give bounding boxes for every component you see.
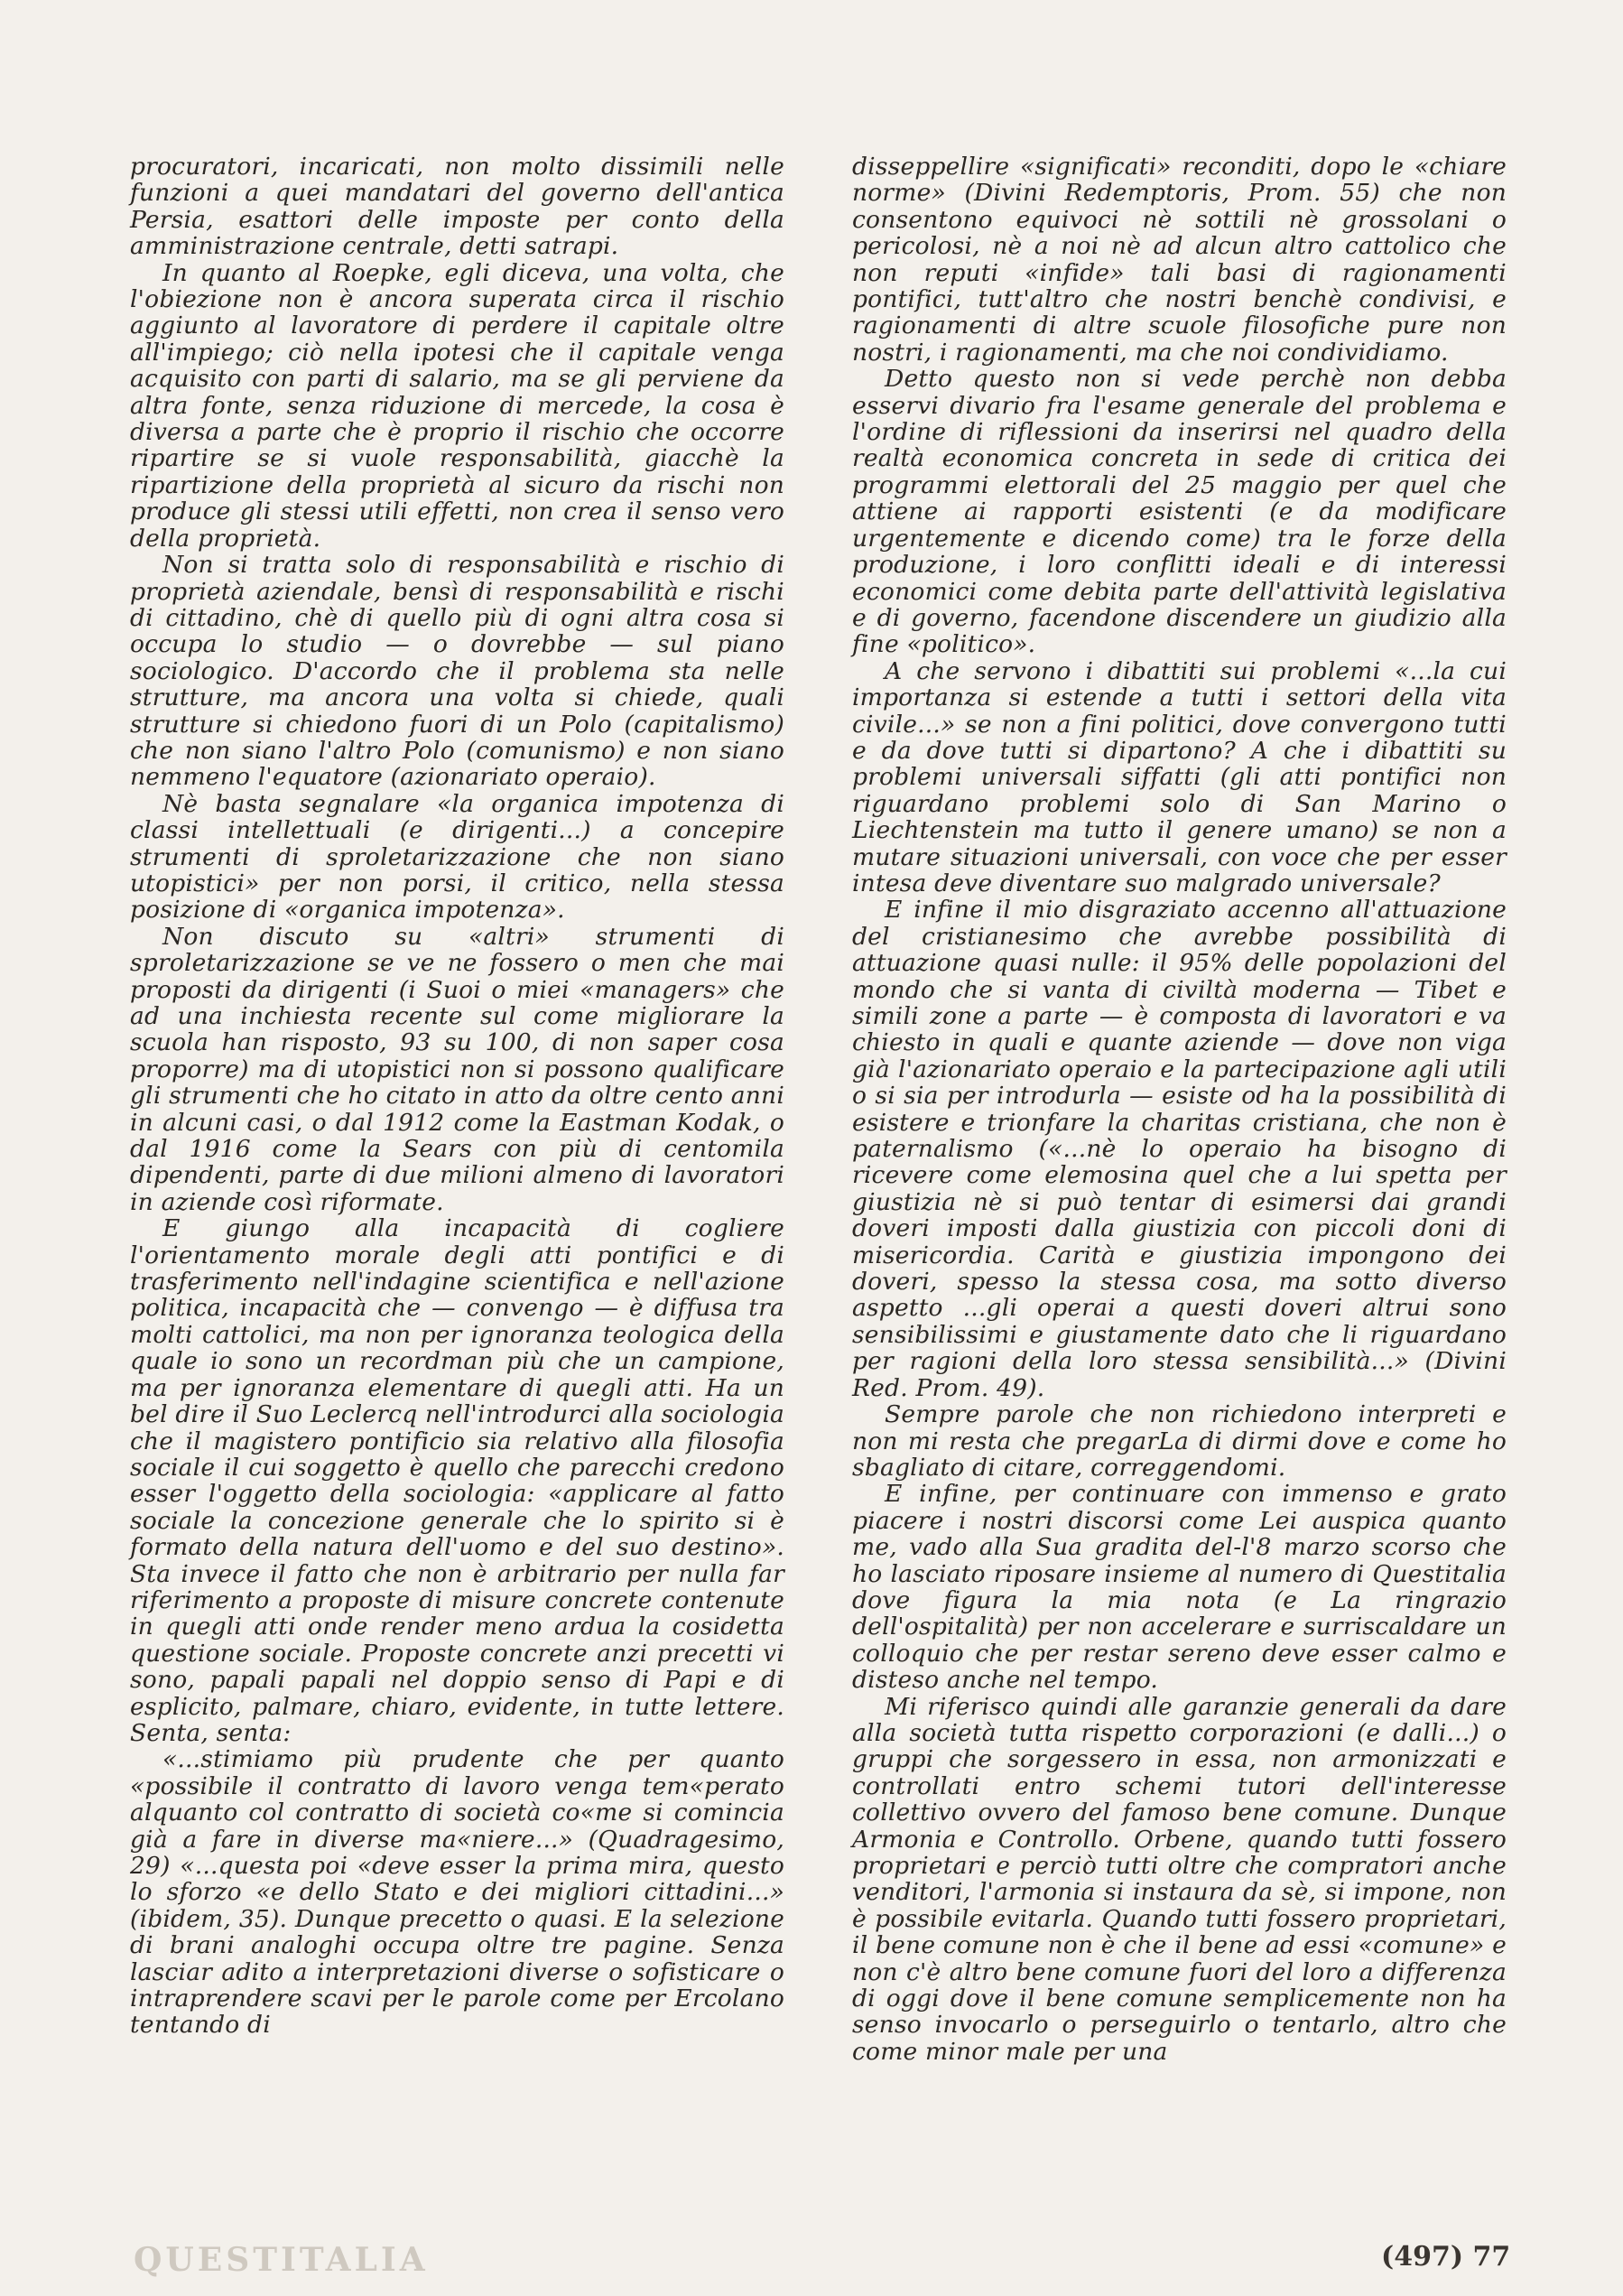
page-number: (497) 77: [1381, 2241, 1511, 2273]
paragraph: E infine il mio disgraziato accenno all'attuazione del cristianesimo che avrebbe possibilità di attuazione quasi nulle: il 95% delle popolazioni del mondo che si vanta di civiltà moderna — Tibet e simili zone a parte — è composta di lavoratori e va chiesto in quali e quante aziende — dove non viga già l'azionariato operaio e la partecipazione agli utili o si sia per introdurla — esiste od ha la possibilità di esistere e trionfare la charitas cristiana, che non è paternalismo («...nè lo operaio ha bisogno di ricevere come elemosina quel che a lui spetta per giustizia nè si può tentar di esimersi dai grandi doveri imposti dalla giustizia con piccoli doni di misericordia. Carità e giustizia impongono dei doveri, spesso la stessa cosa, ma sotto diverso aspetto ...gli operai a questi doveri altrui sono sensibilissimi e giustamente dato che li riguardano per ragioni della loro stessa sensibilità...» (Divini Red. Prom. 49).: [852, 896, 1507, 1402]
paragraph: Non discuto su «altri» strumenti di sproletarizzazione se ve ne fossero o men che mai proposti da dirigenti (i Suoi o miei «managers» che ad una inchiesta recente sul come migliorare la scuola han risposto, 93 su 100, di non saper cosa proporre) ma di utopistici non si possono qualificare gli strumenti che ho citato in atto da oltre cento anni in alcuni casi, o dal 1912 come la Eastman Kodak, o dal 1916 come la Sears con più di centomila dipendenti, parte di due milioni almeno di lavoratori in aziende così riformate.: [130, 922, 784, 1216]
paragraph: Mi riferisco quindi alle garanzie generali da dare alla società tutta rispetto corporazioni (e dalli...) o gruppi che sorgessero in essa, non armonizzati e controllati entro schemi tutori dell'interesse collettivo ovvero del famoso bene comune. Dunque Armonia e Controllo. Orbene, quando tutti fossero proprietari e perciò tutti oltre che compratori anche venditori, l'armonia si instaura da sè, si impone, non è possibile evitarla. Quando tutti fossero proprietari, il bene comune non è che il bene ad essi «comune» e non c'è altro bene comune fuori del loro a differenza di oggi dove il bene comune semplicemente non ha senso invocarlo o perseguirlo o tentarlo, altro che come minor male per una: [852, 1692, 1507, 2066]
paragraph: disseppellire «significati» reconditi, dopo le «chiare norme» (Divini Redemptoris, Prom. 55) che non consentono equivoci nè sottili nè grossolani o pericolosi, nè a noi nè ad alcun altro cattolico che non reputi «infide» tali basi di ragionamenti pontifici, tutt'altro che nostri benchè condivisi, e ragionamenti di altre scuole filosofiche pure non nostri, i ragionamenti, ma che noi condividiamo.: [852, 153, 1507, 367]
left-column: [130, 153, 784, 2039]
paragraph: E giungo alla incapacità di cogliere l'orientamento morale degli atti pontifici e di trasferimento nell'indagine scientifica e nell'azione politica, incapacità che — convengo — è diffusa tra molti cattolici, ma non per ignoranza teologica della quale io sono un recordman più che un campione, ma per ignoranza elementare di quegli atti. Ha un bel dire il Suo Leclercq nell'introdurci alla sociologia che il magistero pontificio sia relativo alla filosofia sociale il cui soggetto è quello che parecchi credono esser l'oggetto della sociologia: «applicare al fatto sociale la concezione generale che lo spirito si è formato della natura dell'uomo e del suo destino». Sta invece il fatto che non è arbitrario per nulla far riferimento a proposte di misure concrete contenute in quegli atti onde render meno ardua la cosidetta questione sociale. Proposte concrete anzi precetti vi sono, papali papali nel doppio senso di Papi e di esplicito, palmare, chiaro, evidente, in tutte lettere. Senta, senta:: [130, 1214, 784, 1747]
paragraph: «...stimiamo più prudente che per quanto «possibile il contratto di lavoro venga tem«perato alquanto col contratto di società co«me si comincia già a fare in diverse ma«niere...» (Quadragesimo, 29) «...questa poi «deve esser la prima mira, questo lo sforzo «e dello Stato e dei migliori cittadini...» (ibidem, 35). Dunque precetto o quasi. E la selezione di brani analoghi occupa oltre tre pagine. Senza lasciar adito a interpretazioni diverse o sofisticare o intraprendere scavi per le parole come per Ercolano tentando di: [130, 1745, 784, 2040]
paragraph: procuratori, incaricati, non molto dissimili nelle funzioni a quei mandatari del governo dell'antica Persia, esattori delle imposte per conto della amministrazione centrale, detti satrapi.: [130, 153, 784, 261]
paragraph: Sempre parole che non richiedono interpreti e non mi resta che pregarLa di dirmi dove e come ho sbagliato di citare, correggendomi.: [852, 1400, 1507, 1482]
paragraph: E infine, per continuare con immenso e grato piacere i nostri discorsi come Lei auspica quanto me, vado alla Sua gradita del-l'8 marzo scorso che ho lasciato riposare insieme al numero di Questitalia dove figura la mia nota (e La ringrazio dell'ospitalità) per non accelerare e surriscaldare un colloquio che per restar sereno deve esser calmo e disteso anche nel tempo.: [852, 1480, 1507, 1695]
paragraph: Nè basta segnalare «la organica impotenza di classi intellettuali (e dirigenti...) a concepire strumenti di sproletarizzazione che non siano utopistici» per non porsi, il critico, nella stessa posizione di «organica impotenza».: [130, 789, 784, 925]
journal-title: QUESTITALIA: [134, 2241, 429, 2279]
paragraph: In quanto al Roepke, egli diceva, una volta, che l'obiezione non è ancora superata circa il rischio aggiunto al lavoratore di perdere il capitale oltre all'impiego; ciò nella ipotesi che il capitale venga acquisito con parti di salario, ma se gli perviene da altra fonte, senza riduzione di mercede, la cosa è diversa a parte che è proprio il rischio che occorre ripartire se si vuole responsabilità, giacchè la ripartizione della proprietà al sicuro da rischi non produce gli stessi utili effetti, non crea il senso vero della proprietà.: [130, 258, 784, 553]
paragraph: A che servono i dibattiti sui problemi «...la cui importanza si estende a tutti i settori della vita civile...» se non a fini politici, dove convergono tutti e da dove tutti si dipartono? A che i dibattiti su problemi universali siffatti (gli atti pontifici non riguardano problemi solo di San Marino o Liechtenstein ma tutto il genere umano) se non a mutare situazioni universali, con voce che per esser intesa deve diventare suo malgrado universale?: [852, 656, 1507, 897]
paragraph: Non si tratta solo di responsabilità e rischio di proprietà aziendale, bensì di responsabilità e rischi di cittadino, chè di quello più di ogni altra cosa si occupa lo studio — o dovrebbe — sul piano sociologico. D'accordo che il problema sta nelle strutture, ma ancora una volta si chiede, quali strutture si chiedono fuori di un Polo (capitalismo) che non siano l'altro Polo (comunismo) e non siano nemmeno l'equatore (azionariato operaio).: [130, 551, 784, 792]
paragraph: Detto questo non si vede perchè non debba esservi divario fra l'esame generale del problema e l'ordine di riflessioni da inserirsi nel quadro della realtà economica concreta in sede di critica dei programmi elettorali del 25 maggio per quel che attiene ai rapporti esistenti (e da modificare urgentemente e dicendo come) tra le forze della produzione, i loro conflitti ideali e di interessi economici come debita parte dell'attività legislativa e di governo, facendone discendere un giudizio alla fine «politico».: [852, 365, 1507, 659]
right-column: [852, 153, 1507, 2065]
